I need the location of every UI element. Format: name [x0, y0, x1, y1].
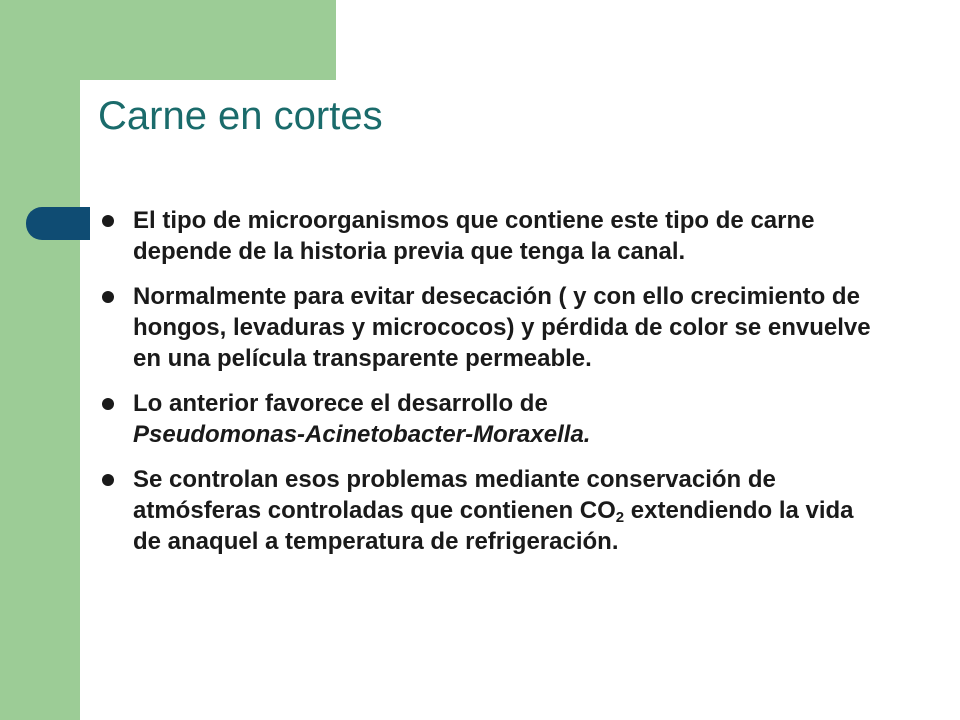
bullet-text: El tipo de microorganismos que contiene este tipo de carne depende de la historia previa que tenga la canal. [133, 207, 815, 265]
bullet-dot-icon [102, 474, 114, 486]
bullet-dot-icon [102, 215, 114, 227]
accent-tab [26, 207, 90, 240]
slide-title: Carne en cortes [98, 94, 383, 138]
bullet-list [100, 205, 880, 571]
bullet-dot-icon [102, 291, 114, 303]
bullet-text-continued: extendiendo la vida de anaquel a temperatura de refrigeración. [133, 497, 854, 555]
subscript: 2 [615, 509, 625, 526]
bullet-item [100, 388, 880, 450]
bullet-item [100, 464, 880, 557]
bullet-text: Normalmente para evitar desecación ( y con ello crecimiento de hongos, levaduras y micrococos) y pérdida de color se envuelve en una película transparente permeable. [133, 283, 871, 372]
bullet-dot-icon [102, 398, 114, 410]
bullet-item [100, 205, 880, 267]
bullet-text: Se controlan esos problemas mediante conservación de atmósferas controladas que contienen CO [133, 466, 776, 524]
bullet-italic-text: Pseudomonas-Acinetobacter-Moraxella. [133, 421, 591, 448]
bullet-text: Lo anterior favorece el desarrollo de [133, 390, 548, 417]
left-green-bar [0, 0, 80, 720]
top-green-block [80, 0, 336, 80]
bullet-item [100, 281, 880, 374]
